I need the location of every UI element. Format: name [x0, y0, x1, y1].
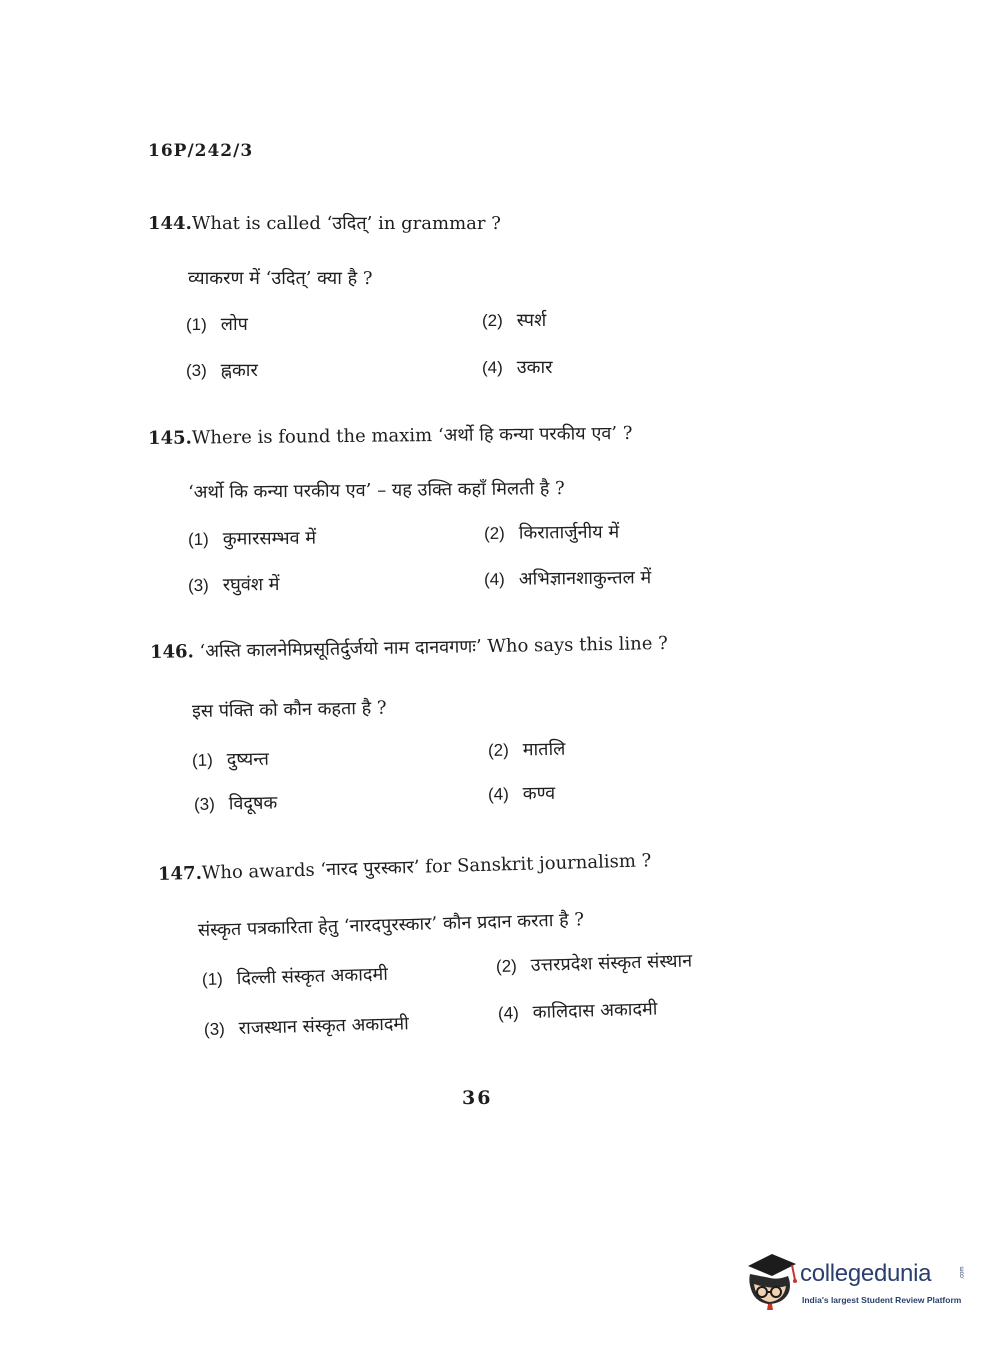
collegedunia-logo: [742, 1252, 970, 1312]
question-text: What is called ‘उदित्’ in grammar ?: [191, 213, 501, 234]
option-2: (2) मातलि: [487, 738, 566, 761]
question-number: 144.: [148, 213, 192, 234]
logo-tagline: India's largest Student Review Platform: [802, 1295, 962, 1305]
logo-wordmark: collegedunia: [800, 1260, 932, 1287]
question-number: 146.: [149, 641, 195, 663]
option-2: (2) किरातार्जुनीय में: [483, 521, 620, 544]
question-english: [150, 631, 668, 664]
question-hindi: संस्कृत पत्रकारिता हेतु ‘नारदपुरस्कार’ कौन प्रदान करता है ?: [197, 909, 585, 941]
question-text: Who awards ‘नारद पुरस्कार’ for Sanskrit journalism ?: [201, 850, 652, 884]
option-1: (1) दिल्ली संस्कृत अकादमी: [201, 963, 389, 990]
option-1: (1) लोप: [186, 314, 248, 335]
option-4: (4) कालिदास अकादमी: [497, 998, 658, 1024]
logo-suffix: .com: [959, 1266, 966, 1280]
option-4: (4) उकार: [482, 357, 553, 378]
option-1: (1) दुष्यन्त: [191, 748, 270, 771]
option-3: (3) राजस्थान संस्कृत अकादमी: [203, 1013, 410, 1040]
question-english: [148, 421, 633, 450]
mascot-icon: [742, 1252, 798, 1312]
question-text: Where is found the maxim ‘अर्थो हि कन्या परकीय एव’ ?: [191, 422, 633, 449]
question-number: 147.: [157, 862, 203, 885]
option-4: (4) कण्व: [487, 782, 556, 805]
option-1: (1) कुमारसम्भव में: [187, 527, 317, 550]
page-number: 36: [462, 1087, 493, 1109]
question-hindi: इस पंक्ति को कौन कहता है ?: [191, 697, 387, 722]
option-2: (2) उत्तरप्रदेश संस्कृत संस्थान: [495, 950, 693, 977]
question-english: [148, 211, 501, 235]
option-4: (4) अभिज्ञानशाकुन्तल में: [483, 567, 652, 590]
option-2: (2) स्पर्श: [482, 310, 547, 331]
option-3: (3) विदूषक: [193, 792, 278, 815]
question-hindi: व्याकरण में ‘उदित्’ क्या है ?: [188, 268, 373, 289]
question-text: ‘अस्ति कालनेमिप्रसूतिर्दुर्जयो नाम दानवगणः’ Who says this line ?: [199, 632, 669, 663]
question-number: 145.: [147, 427, 192, 449]
option-3: (3) रघुवंश में: [187, 574, 280, 596]
paper-code: 16P/242/3: [148, 141, 254, 161]
option-3: (3) ह्नकार: [186, 360, 258, 381]
question-english: [158, 848, 652, 886]
question-hindi: ‘अर्थो कि कन्या परकीय एव’ – यह उक्ति कहाँ मिलती है ?: [187, 478, 565, 503]
